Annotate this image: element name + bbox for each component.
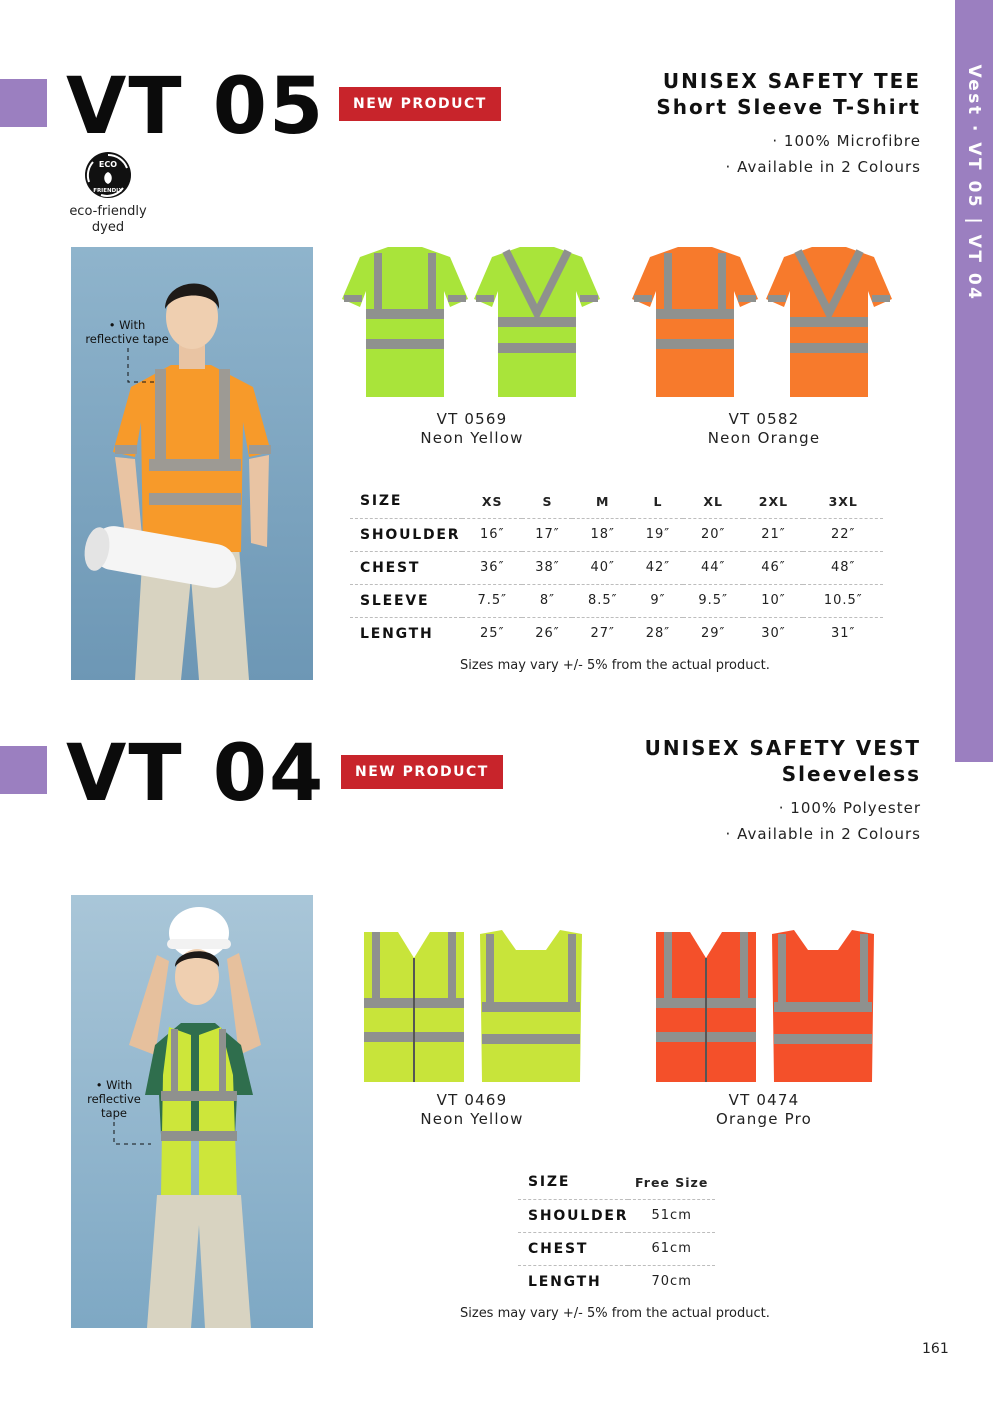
size-table-header-row [350, 485, 883, 518]
table-cell: 38″ [522, 551, 572, 584]
row-label: SHOULDER [518, 1199, 628, 1232]
note-line: • With [108, 318, 146, 332]
table-row [350, 518, 883, 551]
section-accent-vt04 [0, 746, 47, 794]
table-cell: 36″ [462, 551, 522, 584]
row-label: SHOULDER [350, 518, 462, 551]
table-cell: 25″ [480, 626, 505, 642]
feature-list-vt04 [645, 795, 921, 847]
eco-friendly-icon [83, 150, 133, 200]
size-header: XL [683, 485, 743, 518]
product-variant-color: Neon Yellow [420, 1110, 524, 1128]
table-row [350, 584, 883, 617]
note-line: reflective tape [85, 332, 169, 346]
eco-label [60, 204, 156, 236]
side-tab-label: Vest · VT 05 | VT 04 [964, 64, 984, 302]
size-header: 3XL [803, 485, 883, 518]
table-row [350, 617, 883, 650]
new-product-badge-vt05: NEW PRODUCT [339, 87, 501, 121]
table-cell: 8″ [522, 584, 572, 617]
note-line: reflective [87, 1092, 141, 1106]
product-image-vt0582 [630, 247, 900, 399]
feature-item: · Available in 2 Colours [725, 825, 921, 843]
page-number: 161 [922, 1341, 949, 1357]
table-cell: 48″ [803, 551, 883, 584]
size-header: Free Size [628, 1166, 715, 1199]
table-cell: 9″ [633, 584, 683, 617]
note-line: tape [101, 1106, 127, 1120]
table-cell: 40″ [572, 551, 632, 584]
product-variant-code: VT 0469 [436, 1091, 508, 1109]
table-cell: 21″ [743, 518, 803, 551]
section-accent-vt05 [0, 79, 47, 127]
table-cell: 61cm [628, 1232, 715, 1265]
table-cell: 16″ [462, 518, 522, 551]
callout-line [127, 348, 157, 384]
row-label: LENGTH [360, 625, 434, 642]
reflective-tape-note [77, 318, 177, 346]
table-cell: 42″ [633, 551, 683, 584]
feature-item: · 100% Polyester [778, 799, 921, 817]
row-label: LENGTH [528, 1273, 602, 1290]
table-cell: 17″ [522, 518, 572, 551]
table-cell: 9.5″ [683, 584, 743, 617]
size-disclaimer-vt04: Sizes may vary +/- 5% from the actual product. [460, 1306, 770, 1321]
table-cell: 31″ [831, 626, 856, 642]
product-title-vt04: UNISEX SAFETY VEST [644, 736, 921, 760]
feature-list-vt05 [656, 128, 921, 180]
model-photo-vt04 [71, 895, 313, 1328]
table-cell: 28″ [645, 626, 671, 642]
table-cell: 20″ [683, 518, 743, 551]
size-header-label: SIZE [350, 485, 462, 518]
product-variant-color: Neon Yellow [420, 429, 524, 447]
size-table-vt04 [518, 1166, 715, 1298]
table-row [350, 551, 883, 584]
row-label: CHEST [350, 551, 462, 584]
table-cell: 10″ [743, 584, 803, 617]
new-product-badge-vt04: NEW PRODUCT [341, 755, 503, 789]
product-caption-vt0582 [664, 410, 864, 448]
size-table-vt05 [350, 485, 883, 650]
table-cell: 19″ [633, 518, 683, 551]
size-header: XS [462, 485, 522, 518]
eco-friendly-badge [60, 150, 156, 236]
product-title-vt05: UNISEX SAFETY TEE [662, 69, 921, 93]
eco-label-line: eco-friendly [69, 204, 147, 219]
table-row [518, 1232, 715, 1265]
product-variant-code: VT 0474 [728, 1091, 800, 1109]
product-image-vt0569 [340, 247, 610, 399]
product-code-vt04: VT 04 [66, 729, 326, 819]
table-row [518, 1265, 715, 1298]
size-header: L [633, 485, 683, 518]
product-caption-vt0474 [664, 1091, 864, 1129]
feature-item: · Available in 2 Colours [725, 158, 921, 176]
size-disclaimer-vt05: Sizes may vary +/- 5% from the actual product. [460, 658, 770, 673]
eco-badge-text-top: ECO [98, 160, 118, 169]
reflective-tape-note [79, 1078, 149, 1120]
product-caption-vt0569 [372, 410, 572, 448]
product-subtitle-vt04: Sleeveless [781, 762, 921, 786]
title-block-vt04 [645, 735, 921, 847]
table-cell: 22″ [803, 518, 883, 551]
table-cell: 46″ [743, 551, 803, 584]
size-header: 2XL [743, 485, 803, 518]
table-cell: 7.5″ [462, 584, 522, 617]
title-block-vt05 [656, 68, 921, 180]
product-variant-color: Orange Pro [716, 1110, 812, 1128]
model-photo-vt05 [71, 247, 313, 680]
table-cell: 18″ [572, 518, 632, 551]
table-cell: 29″ [700, 626, 726, 642]
table-cell: 8.5″ [572, 584, 632, 617]
product-image-vt0469 [358, 928, 586, 1084]
table-cell: 10.5″ [803, 584, 883, 617]
size-header-label: SIZE [518, 1166, 628, 1199]
feature-item: · 100% Microfibre [772, 132, 921, 150]
table-cell: 26″ [535, 626, 560, 642]
product-variant-code: VT 0582 [728, 410, 800, 428]
product-subtitle-vt05: Short Sleeve T-Shirt [656, 95, 921, 119]
size-header: S [522, 485, 572, 518]
size-header: M [572, 485, 632, 518]
product-variant-code: VT 0569 [436, 410, 508, 428]
table-cell: 30″ [761, 626, 786, 642]
callout-line [113, 1122, 153, 1146]
product-caption-vt0469 [372, 1091, 572, 1129]
eco-label-line: dyed [91, 220, 125, 235]
table-cell: 51cm [628, 1199, 715, 1232]
eco-badge-text-bottom: FRIENDLY [93, 188, 123, 194]
product-code-vt05: VT 05 [66, 62, 326, 152]
table-cell: 27″ [590, 626, 615, 642]
row-label: SLEEVE [350, 584, 462, 617]
product-image-vt0474 [650, 928, 878, 1084]
table-cell: 70cm [651, 1274, 692, 1290]
row-label: CHEST [518, 1232, 628, 1265]
table-cell: 44″ [683, 551, 743, 584]
table-row [518, 1199, 715, 1232]
note-line: • With [95, 1078, 133, 1092]
size-table-header-row [518, 1166, 715, 1199]
product-variant-color: Neon Orange [707, 429, 821, 447]
